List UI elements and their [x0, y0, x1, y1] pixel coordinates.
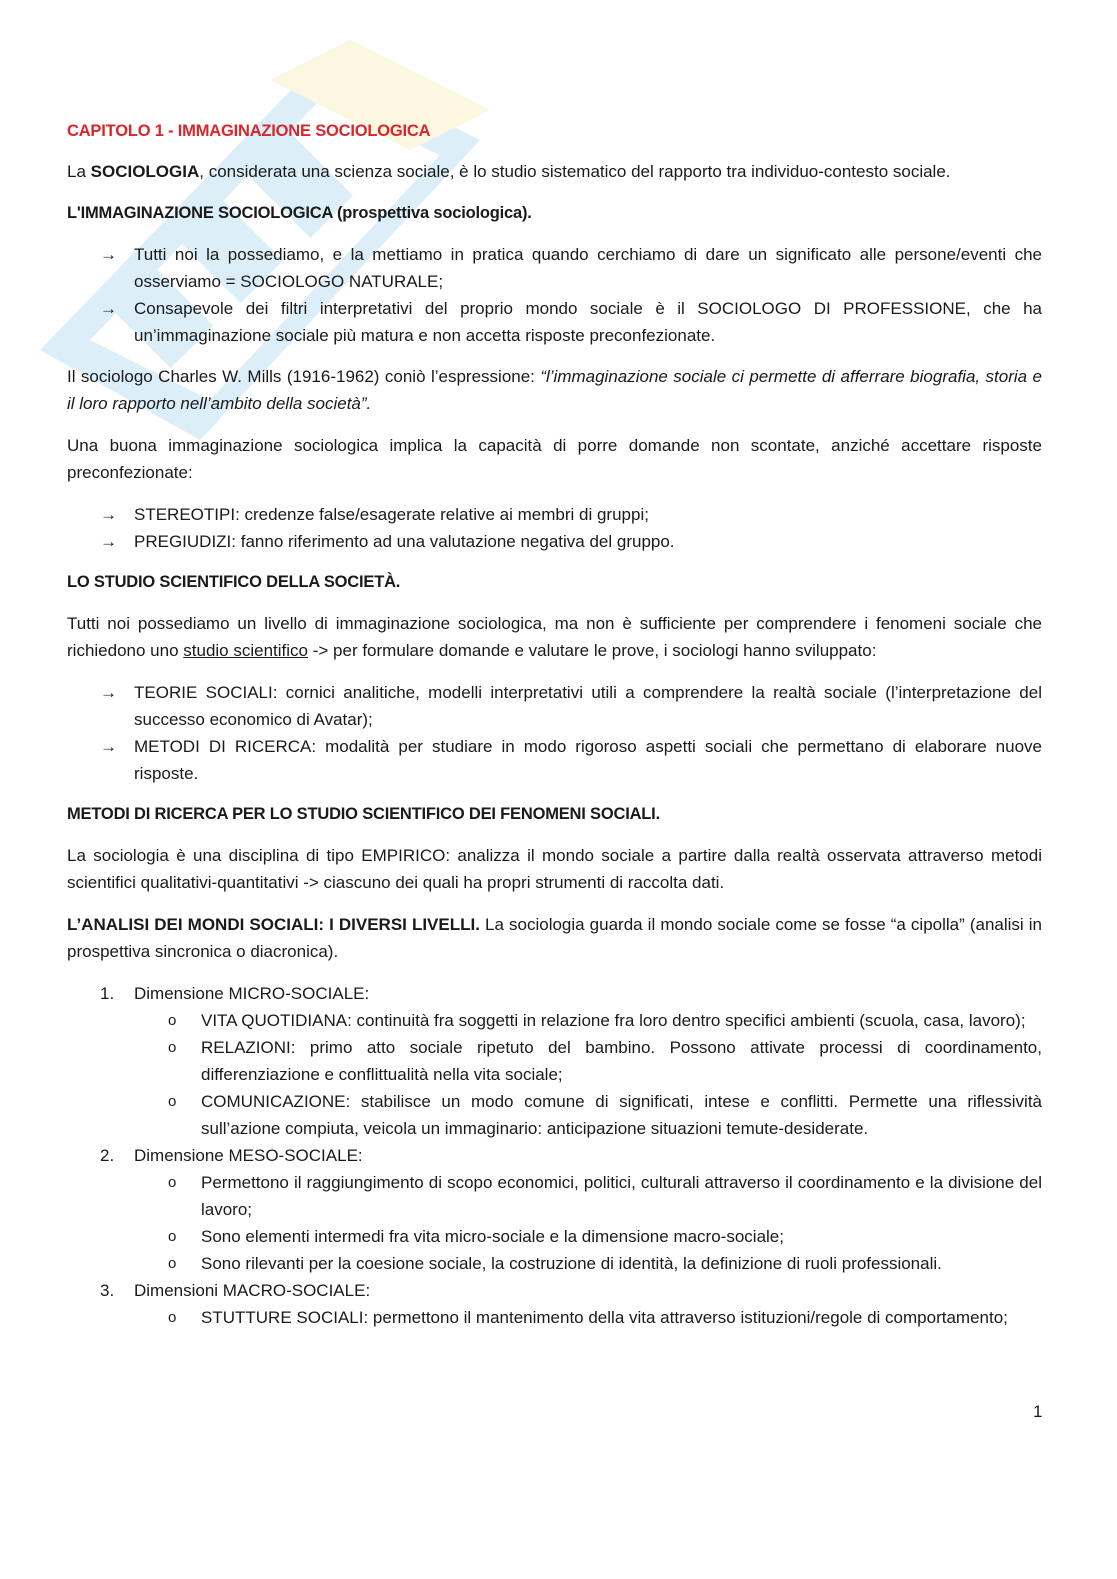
arrow-icon: →	[100, 505, 117, 524]
list-item-text: PREGIUDIZI: fanno riferimento ad una valutazione negativa del gruppo.	[134, 532, 675, 551]
studio-pre: Tutti noi possediamo un livello di immaginazione sociologica, ma non è sufficiente per comprendere i fenomeni sociale che richiedono uno	[67, 614, 1042, 660]
circle-bullet-icon: o	[168, 1093, 177, 1110]
sublist-item-text: VITA QUOTIDIANA: continuità fra soggetti in relazione fra loro dentro specifici ambienti (scuola, casa, lavoro);	[201, 1011, 1026, 1030]
sublist-item	[134, 1007, 1042, 1034]
chapter-title: CAPITOLO 1 - IMMAGINAZIONE SOCIOLOGICA	[67, 122, 431, 140]
list-item	[67, 241, 1042, 295]
dimension-item	[67, 1142, 1042, 1277]
sublist-item	[134, 1169, 1042, 1223]
circle-bullet-icon: o	[168, 1255, 177, 1272]
heading-metodi: METODI DI RICERCA PER LO STUDIO SCIENTIFICO DEI FENOMENI SOCIALI.	[67, 805, 660, 823]
list-item	[67, 295, 1042, 349]
list-item	[67, 501, 1042, 528]
arrow-icon: →	[100, 532, 117, 551]
immaginazione-list	[67, 241, 1042, 349]
intro-bold: SOCIOLOGIA	[90, 162, 200, 181]
list-item-text: Tutti noi la possediamo, e la mettiamo in pratica quando cerchiamo di dare un significato alle persone/eventi che osserviamo = SOCIOLOGO NATURALE;	[134, 245, 1042, 291]
sublist-item	[134, 1250, 1042, 1277]
dimension-label: Dimensione MESO-SOCIALE:	[134, 1146, 363, 1165]
dimension-label: Dimensione MICRO-SOCIALE:	[134, 984, 370, 1003]
list-item-text: METODI DI RICERCA: modalità per studiare in modo rigoroso aspetti sociali che permettano di elaborare nuove risposte.	[134, 737, 1042, 783]
dimension-number: 3.	[100, 1281, 115, 1300]
sublist-item-text: Permettono il raggiungimento di scopo economici, politici, culturali attraverso il coordinamento e la divisione del lavoro;	[201, 1173, 1042, 1219]
arrow-icon: →	[100, 299, 117, 318]
dimension-item	[67, 1277, 1042, 1331]
circle-bullet-icon: o	[168, 1039, 177, 1056]
sublist-item	[134, 1304, 1042, 1331]
dimension-item	[67, 980, 1042, 1142]
sublist-item-text: Sono elementi intermedi fra vita micro-sociale e la dimensione macro-sociale;	[201, 1227, 784, 1246]
heading-studio: LO STUDIO SCIENTIFICO DELLA SOCIETÀ.	[67, 573, 401, 591]
stereotipi-list	[67, 501, 1042, 555]
list-item-text: STEREOTIPI: credenze false/esagerate relative ai membri di gruppi;	[134, 505, 649, 524]
page-number: 1	[1033, 1402, 1043, 1421]
sublist-item	[134, 1034, 1042, 1088]
mills-quote: “l’immaginazione sociale ci permette di afferrare biografia, storia e il loro rapporto nell’ambito della società”.	[67, 367, 1042, 413]
heading-immaginazione: L'IMMAGINAZIONE SOCIOLOGICA (prospettiva sociologica).	[67, 204, 532, 222]
circle-bullet-icon: o	[168, 1309, 177, 1326]
teorie-list	[67, 679, 1042, 787]
studio-paragraph	[67, 610, 1042, 664]
list-item	[67, 528, 1042, 555]
sublist-item-text: RELAZIONI: primo atto sociale ripetuto del bambino. Possono attivate processi di coordinamento, differenziazione e conflittualità nella vita sociale;	[201, 1038, 1042, 1084]
intro-paragraph	[67, 158, 1042, 185]
list-item	[67, 679, 1042, 733]
arrow-icon: →	[100, 683, 117, 702]
list-item-text: TEORIE SOCIALI: cornici analitiche, modelli interpretativi utili a comprendere la realtà sociale (l’interpretazione del successo economico di Avatar);	[134, 683, 1042, 729]
dimension-number: 2.	[100, 1146, 115, 1165]
document-page	[67, 118, 1042, 1331]
sublist-item	[134, 1223, 1042, 1250]
analisi-post: La sociologia guarda il mondo sociale come se fosse “a cipolla” (analisi in prospettiva sincronica o diacronica).	[67, 915, 1042, 961]
list-item	[67, 733, 1042, 787]
circle-bullet-icon: o	[168, 1174, 177, 1191]
mills-paragraph	[67, 363, 1042, 417]
arrow-icon: →	[100, 245, 117, 264]
circle-bullet-icon: o	[168, 1228, 177, 1245]
analisi-paragraph	[67, 911, 1042, 965]
sublist-item-text: COMUNICAZIONE: stabilisce un modo comune di significati, intese e conflitti. Permette una riflessività sull’azione compiuta, veicola un immaginario: anticipazione situazioni temute-desiderate.	[201, 1092, 1042, 1138]
dimensions-list	[67, 980, 1042, 1331]
intro-pre: La	[67, 162, 91, 181]
dimension-number: 1.	[100, 984, 115, 1003]
intro-post: , considerata una scienza sociale, è lo studio sistematico del rapporto tra individuo-contesto sociale.	[199, 162, 951, 181]
dimension-label: Dimensioni MACRO-SOCIALE:	[134, 1281, 371, 1300]
sublist-item-text: STUTTURE SOCIALI: permettono il mantenimento della vita attraverso istituzioni/regole di comportamento;	[201, 1308, 1008, 1327]
list-item-text: Consapevole dei filtri interpretativi del proprio mondo sociale è il SOCIOLOGO DI PROFESSIONE, che ha un’immaginazione sociale più matura e non accetta risposte preconfezionate.	[134, 299, 1042, 345]
arrow-icon: →	[100, 737, 117, 756]
sublist-item-text: Sono rilevanti per la coesione sociale, la costruzione di identità, la definizione di ruoli professionali.	[201, 1254, 942, 1273]
circle-bullet-icon: o	[168, 1012, 177, 1029]
sublist-item	[134, 1088, 1042, 1142]
empirico-paragraph: La sociologia è una disciplina di tipo EMPIRICO: analizza il mondo sociale a partire dalla realtà osservata attraverso metodi scientifici qualitativi-quantitativi -> ciascuno dei quali ha propri strumenti di raccolta dati.	[67, 846, 1042, 892]
dimension-sublist	[134, 1169, 1042, 1277]
analisi-bold: L’ANALISI DEI MONDI SOCIALI: I DIVERSI LIVELLI.	[67, 915, 480, 934]
dimension-sublist	[134, 1304, 1042, 1331]
studio-underline: studio scientifico	[183, 641, 308, 660]
dimension-sublist	[134, 1007, 1042, 1142]
studio-post: -> per formulare domande e valutare le prove, i sociologi hanno sviluppato:	[308, 641, 877, 660]
mills-pre: Il sociologo Charles W. Mills (1916-1962) coniò l’espressione:	[67, 367, 541, 386]
buona-paragraph: Una buona immaginazione sociologica implica la capacità di porre domande non scontate, anziché accettare risposte preconfezionate:	[67, 436, 1042, 482]
